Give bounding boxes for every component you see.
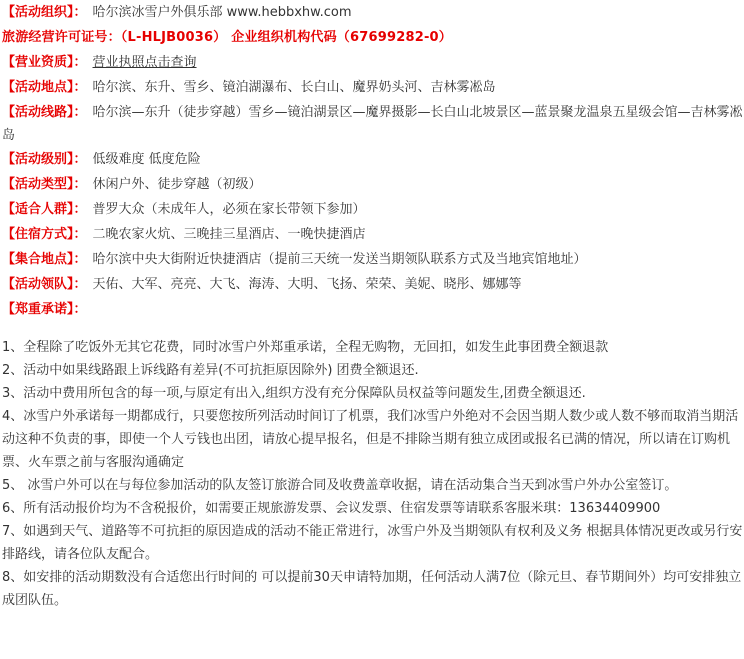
level-label: 【活动级别】：: [2, 152, 87, 167]
org-label: 【活动组织】：: [2, 5, 87, 20]
promise-item: 2、活动中如果线路跟上诉线路有差异(不可抗拒原因除外) 团费全额退还.: [2, 363, 419, 378]
leaders-row: [2, 272, 744, 297]
audience-row: [2, 197, 744, 222]
meeting-value: 哈尔滨中央大街附近快捷酒店（提前三天统一发送当期领队联系方式及当地宾馆地址）: [92, 252, 587, 267]
type-label: 【活动类型】：: [2, 177, 87, 192]
route-row: [2, 100, 744, 147]
promise-item: 4、冰雪户外承诺每一期都成行，只要您按所列活动时间订了机票，我们冰雪户外绝对不会因当期人数少或人数不够而取消当期活动这种不负责的事，即使一个人亏钱也出团，请放心提早报名，但是不排除当期有独立成团或报名已满的情况，所以请在订购机票、火车票之前与客服沟通确定: [2, 409, 739, 470]
lodging-value: 二晚农家火炕、三晚挂三星酒店、一晚快捷酒店: [92, 227, 366, 242]
lodging-label: 【住宿方式】：: [2, 227, 87, 242]
location-label: 【活动地点】：: [2, 80, 87, 95]
org-row: [2, 0, 744, 25]
location-row: [2, 75, 744, 100]
lodging-row: [2, 222, 744, 247]
meeting-row: [2, 247, 744, 272]
audience-label: 【适合人群】：: [2, 202, 87, 217]
type-row: [2, 172, 744, 197]
promise-item: 5、 冰雪户外可以在与每位参加活动的队友签订旅游合同及收费盖章收据，请在活动集合当天到冰雪户外办公室签订。: [2, 478, 678, 493]
promise-item: 8、如安排的活动期数没有合适您出行时间的 可以提前30天申请特加期，任何活动人满7位（除元旦、春节期间外）均可安排独立成团队伍。: [2, 570, 742, 608]
level-row: [2, 147, 744, 172]
promise-label: 【郑重承诺】：: [2, 302, 87, 317]
level-value: 低级难度 低度危险: [92, 152, 201, 167]
promise-row: [2, 297, 744, 322]
qualification-row: [2, 50, 744, 75]
qualification-label: 【营业资质】：: [2, 55, 87, 70]
promise-item: 3、活动中费用所包含的每一项,与原定有出入,组织方没有充分保障队员权益等问题发生,团费全额退还.: [2, 386, 586, 401]
license-query-link[interactable]: 营业执照点击查询: [92, 55, 197, 70]
type-value: 休闲户外、徒步穿越（初级）: [92, 177, 262, 192]
location-value: 哈尔滨、东升、雪乡、镜泊湖瀑布、长白山、魔界奶头河、吉林雾凇岛: [92, 80, 496, 95]
promise-item: 7、如遇到天气、道路等不可抗拒的原因造成的活动不能正常进行，冰雪户外及当期领队有权利及义务 根据具体情况更改或另行安排路线，请各位队友配合。: [2, 524, 743, 562]
org-value: 哈尔滨冰雪户外俱乐部 www.hebbxhw.com: [92, 5, 352, 20]
audience-value: 普罗大众（未成年人，必须在家长带领下参加）: [92, 202, 366, 217]
promise-item: 1、全程除了吃饭外无其它花费，同时冰雪户外郑重承诺，全程无购物，无回扣，如发生此事团费全额退款: [2, 340, 609, 355]
promise-item: 6、所有活动报价均为不含税报价，如需要正规旅游发票、会议发票、住宿发票等请联系客服米琪：13634409900: [2, 501, 661, 516]
route-value: 哈尔滨—东升（徒步穿越）雪乡—镜泊湖景区—魔界摄影—长白山北坡景区—蓝景聚龙温泉五星级会馆—吉林雾凇岛: [2, 105, 743, 143]
leaders-value: 天佑、大军、亮亮、大飞、海涛、大明、飞扬、荣荣、美妮、晓彤、娜娜等: [92, 277, 522, 292]
route-label: 【活动线路】：: [2, 105, 87, 120]
spacer: [2, 322, 744, 336]
leaders-label: 【活动领队】：: [2, 277, 87, 292]
meeting-label: 【集合地点】：: [2, 252, 87, 267]
license-line: 旅游经营许可证号：（L-HLJB0036） 企业组织机构代码（67699282-0）: [2, 30, 453, 45]
